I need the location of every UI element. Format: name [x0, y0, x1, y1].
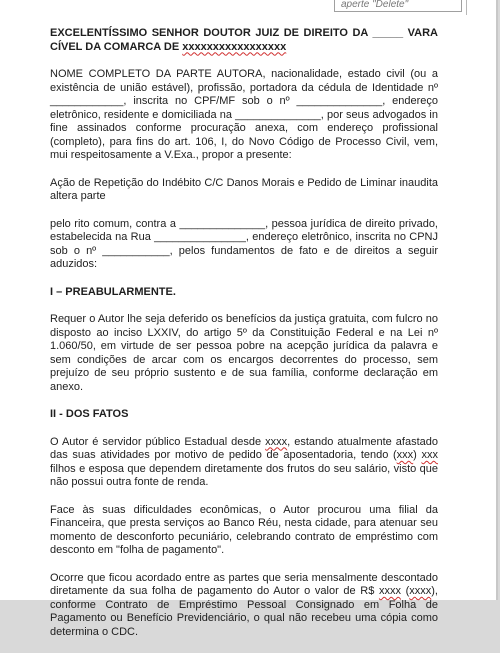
- defendant-paragraph: pelo rito comum, contra a ______________, pessoa jurídica de direito privado, estabelecida na Rua _______________, endereço eletrônico, inscrita no CPNJ sob o nº ___________, pelos fundamentos de fato e de direitos a seguir aduzidos:: [50, 217, 438, 270]
- document-title: EXCELENTÍSSIMO SENHOR DOUTOR JUIZ DE DIREITO DA _____ VARA CÍVEL DA COMARCA DE xxxxxxxxxxxxxxxxx: [50, 27, 438, 53]
- section-heading-preabularmente: I – PREABULARMENTE.: [50, 285, 176, 298]
- justice-gratuity-paragraph: Requer o Autor lhe seja deferido os benefícios da justiça gratuita, com fulcro no disposto ao inciso LXXIV, do artigo 5º da Constituição Federal e na Lei nº 1.060/50, em virtude de ser pessoa pobre na acepção jurídica da palavra e sem condições de arcar com os encargos decorrentes do processo, sem prejuízo de seu próprio sustento e de sua família, conforme declaração em anexo.: [50, 313, 438, 393]
- facts-paragraph-2: Face às suas dificuldades econômicas, o Autor procurou uma filial da Financeira, que presta serviços ao Banco Réu, nesta cidade, para atenuar seu momento de desconforto pecuniário, celebrando contrato de empréstimo com desconto em "folha de pagamento".: [50, 503, 438, 556]
- placeholder-token: xxx: [421, 449, 438, 461]
- facts-paragraph-1: O Autor é servidor público Estadual desde xxxx, estando atualmente afastado das suas atividades por motivo de pedido de aposentadoria, tendo (xxx) xxx filhos e esposa que dependem diretamente dos frutos do seu salário, visto que não possui outra fonte de renda.: [50, 435, 438, 488]
- placeholder-token: xxxxxxxxxxxxxxxxx: [182, 40, 287, 53]
- delete-hint-tooltip: [334, 0, 462, 12]
- tooltip-text: aperte "Delete": [341, 0, 409, 10]
- placeholder-token: xxxx: [409, 585, 432, 597]
- facts-paragraph-3: Ocorre que ficou acordado entre as partes que seria mensalmente descontado diretamente da sua folha de pagamento do Autor o valor de R$ xxxx (xxxx), conforme Contrato de Empréstimo Pessoal Consignado em Folha de Pagamento ou Benefício Previdenciário, o qual não recebeu uma cópia como determina o CDC.: [50, 571, 438, 638]
- section-heading-facts: II - DOS FATOS: [50, 408, 129, 420]
- document-body[interactable]: [50, 27, 438, 653]
- placeholder-token: xxx: [396, 449, 414, 461]
- placeholder-token: xxxx: [265, 435, 288, 448]
- action-name-paragraph: Ação de Repetição do Indébito C/C Danos Morais e Pedido de Liminar inaudita altera parte: [50, 176, 438, 202]
- intro-paragraph: NOME COMPLETO DA PARTE AUTORA, nacionalidade, estado civil (ou a existência de união estável), profissão, portadora da cédula de Identidade nº ____________, inscrita no CPF/MF sob o nº ______________, endereço eletrônico, residente e domiciliada na ______________, por seus advogados in fine assinados conforme procuração anexa, com endereço profissional (completo), para fins do art. 106, I, do Novo Código de Processo Civil, vem, mui respeitosamente a V.Exa., propor a presente:: [50, 68, 438, 161]
- page-edge-line: [466, 0, 467, 15]
- placeholder-token: xxxx: [378, 585, 401, 597]
